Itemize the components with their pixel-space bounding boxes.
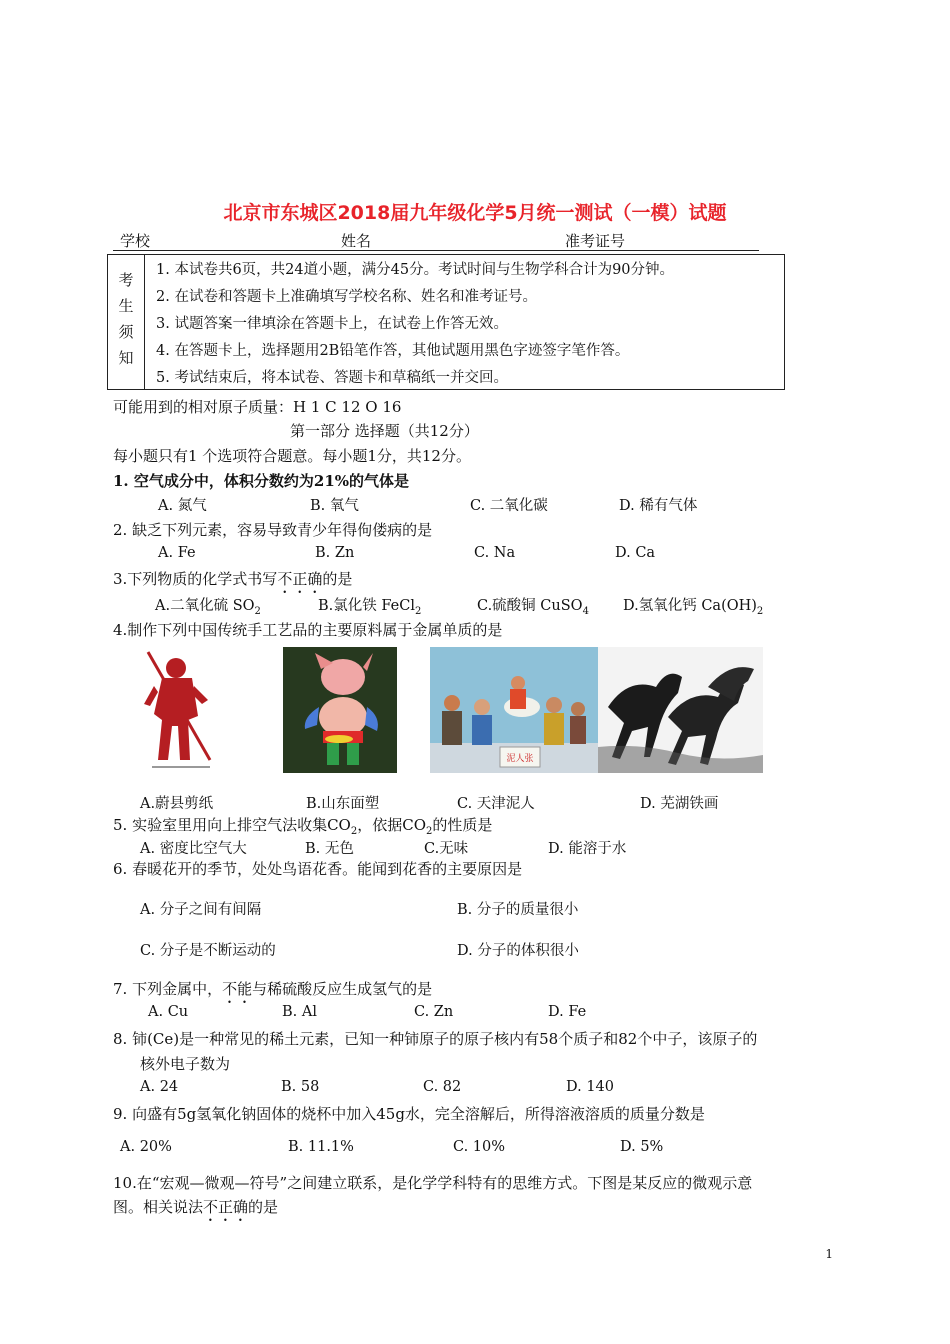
notice-item: 2. 在试卷和答题卡上准确填写学校名称、姓名和准考证号。	[156, 289, 537, 305]
q9-option-d: D. 5%	[620, 1139, 664, 1155]
question-8-stem-line2: 核外电子数为	[140, 1055, 231, 1073]
q7-option-a: A. Cu	[148, 1004, 189, 1020]
q8-option-a: A. 24	[140, 1079, 179, 1095]
q7-option-d: D. Fe	[548, 1004, 587, 1020]
school-field-label: 学校	[120, 232, 151, 250]
q6-option-b: B. 分子的质量很小	[457, 902, 579, 918]
q5-option-b: B. 无色	[305, 841, 354, 857]
q1-option-a: A. 氮气	[158, 498, 207, 514]
part1-instructions: 每小题只有1 个选项符合题意。每小题1分，共12分。	[113, 447, 471, 465]
question-7-stem: 7. 下列金属中，不能与稀硫酸反应生成氢气的是	[113, 980, 433, 998]
q2-option-c: C. Na	[474, 545, 516, 561]
question-9-stem: 9. 向盛有5g氢氧化钠固体的烧杯中加入45g水，完全溶解后，所得溶液溶质的质量分数是	[113, 1105, 705, 1123]
question-2-stem: 2. 缺乏下列元素，容易导致青少年得佝偻病的是	[113, 521, 433, 539]
question-4-stem: 4.制作下列中国传统手工艺品的主要原料属于金属单质的是	[113, 621, 503, 639]
name-field-label: 姓名	[341, 232, 372, 250]
question-3-stem: 3.下列物质的化学式书写不正确的是	[113, 570, 353, 588]
q5-option-a: A. 密度比空气大	[140, 841, 247, 857]
q4-option-b: B.山东面塑	[306, 796, 380, 812]
q4-option-a: A.蔚县剪纸	[140, 796, 214, 812]
emphasis-not-correct: 不正确	[277, 570, 323, 588]
atomic-mass-line: 可能用到的相对原子质量：H 1 C 12 O 16	[113, 398, 402, 416]
q7-option-c: C. Zn	[414, 1004, 454, 1020]
q7-option-b: B. Al	[282, 1004, 317, 1020]
q9-option-b: B. 11.1%	[288, 1139, 354, 1155]
question-10-stem-line2: 图。相关说法不正确的是	[113, 1198, 279, 1216]
part1-title: 第一部分 选择题（共12分）	[290, 422, 479, 440]
q3-option-a: A.二氧化硫 $SO_2$	[155, 598, 261, 617]
page-title: 北京市东城区2018届九年级化学5月统一测试（一模）试题	[223, 202, 727, 224]
emphasis-not-correct: 不正确	[203, 1198, 249, 1216]
notice-label: 考 生 须 知	[108, 255, 145, 389]
q2-option-b: B. Zn	[315, 545, 355, 561]
q4-option-c: C. 天津泥人	[457, 796, 535, 812]
q6-option-d: D. 分子的体积很小	[457, 943, 579, 959]
question-5-stem: 5. 实验室里用向上排空气法收集$CO_2$，依据$CO_2$的性质是	[113, 816, 493, 837]
q6-option-c: C. 分子是不断运动的	[140, 943, 276, 959]
iron-painting-image	[598, 647, 763, 773]
clay-figurines-image	[430, 647, 600, 773]
q1-option-d: D. 稀有气体	[619, 498, 698, 514]
notice-item: 5. 考试结束后，将本试卷、答题卡和草稿纸一并交回。	[156, 370, 508, 386]
figurine-tag: 泥人张	[506, 754, 534, 764]
q2-option-a: A. Fe	[158, 545, 196, 561]
q1-option-c: C. 二氧化碳	[470, 498, 548, 514]
q8-option-d: D. 140	[566, 1079, 615, 1095]
emphasis-cannot: 不能	[222, 980, 253, 998]
q9-option-a: A. 20%	[120, 1139, 172, 1155]
dough-figure-image	[283, 647, 397, 773]
q8-option-c: C. 82	[423, 1079, 462, 1095]
exam-notice-box	[107, 254, 785, 390]
q5-option-d: D. 能溶于水	[548, 841, 627, 857]
student-info-row	[113, 228, 759, 251]
notice-item: 4. 在答题卡上，选择题用2B铅笔作答，其他试题用黑色字迹签字笔作答。	[156, 343, 630, 359]
q1-option-b: B. 氧气	[310, 498, 359, 514]
q5-option-c: C.无味	[424, 841, 469, 857]
notice-items	[156, 259, 674, 394]
exam-no-field-label: 准考证号	[565, 232, 626, 250]
q4-option-d: D. 芜湖铁画	[640, 796, 719, 812]
q8-option-b: B. 58	[281, 1079, 320, 1095]
q2-option-d: D. Ca	[615, 545, 656, 561]
q3-option-d: D.氢氧化钙 $Ca(OH)_2$	[623, 598, 764, 617]
q3-option-b: B.氯化铁 FeCl$_2$	[318, 598, 422, 617]
question-6-stem: 6. 春暖花开的季节，处处鸟语花香。能闻到花香的主要原因是	[113, 860, 523, 878]
notice-item: 3. 试题答案一律填涂在答题卡上，在试卷上作答无效。	[156, 316, 508, 332]
question-10-stem-line1: 10.在“宏观—微观—符号”之间建立联系，是化学学科特有的思维方式。下图是某反应的微观示意	[113, 1174, 753, 1192]
notice-item: 1. 本试卷共6页，共24道小题，满分45分。考试时间与生物学科合计为90分钟。	[156, 262, 675, 278]
q9-option-c: C. 10%	[453, 1139, 506, 1155]
q3-option-c: C.硫酸铜 CuSO$_4$	[477, 598, 589, 617]
q6-option-a: A. 分子之间有间隔	[140, 902, 262, 918]
paper-cutting-image	[140, 642, 218, 774]
question-8-stem-line1: 8. 铈(Ce)是一种常见的稀土元素，已知一种铈原子的原子核内有58个质子和82个中子，该原子的	[113, 1030, 758, 1048]
question-1-stem: 1. 空气成分中，体积分数约为21%的气体是	[113, 472, 410, 490]
page-number: 1	[825, 1247, 833, 1261]
